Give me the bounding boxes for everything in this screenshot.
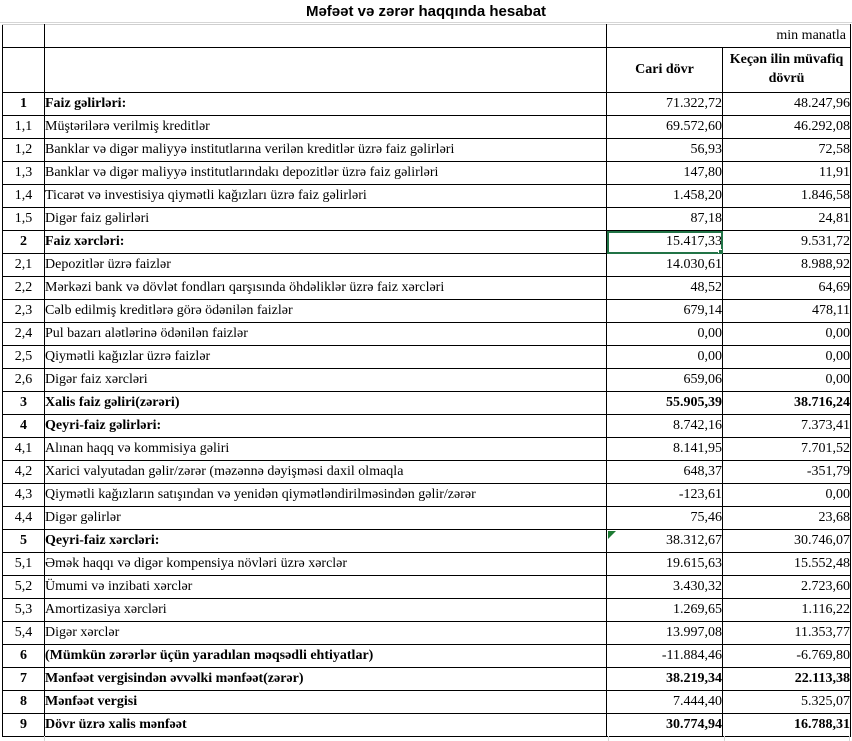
- table-row: [3, 714, 851, 737]
- value-current-cell[interactable]: 13.997,08: [607, 622, 723, 645]
- row-num-cell[interactable]: 7: [3, 668, 45, 691]
- table-row: [3, 461, 851, 484]
- value-previous-cell[interactable]: -6.769,80: [723, 645, 851, 668]
- table-row: [3, 139, 851, 162]
- table-row: [3, 622, 851, 645]
- value-current-cell[interactable]: 69.572,60: [607, 116, 723, 139]
- value-current-cell[interactable]: -11.884,46: [607, 645, 723, 668]
- row-num-cell[interactable]: 4,3: [3, 484, 45, 507]
- selection-handle[interactable]: [718, 249, 723, 254]
- row-label-cell[interactable]: Mənfəət vergisi: [45, 691, 607, 714]
- empty-header-cell[interactable]: [45, 48, 607, 93]
- table-row: [3, 208, 851, 231]
- row-num-cell[interactable]: 4: [3, 415, 45, 438]
- value-current-cell[interactable]: 15.417,33: [607, 231, 723, 254]
- table-body: [3, 25, 851, 737]
- value-current-cell[interactable]: -123,61: [607, 484, 723, 507]
- row-label-cell[interactable]: Mənfəət vergisindən əvvəlki mənfəət(zərər): [45, 668, 607, 691]
- gridline: [724, 736, 725, 741]
- value-previous-cell[interactable]: 11.353,77: [723, 622, 851, 645]
- row-label-cell[interactable]: Faiz xərcləri:: [45, 231, 607, 254]
- value-current-cell[interactable]: 8.742,16: [607, 415, 723, 438]
- value-current-cell[interactable]: 56,93: [607, 139, 723, 162]
- value-previous-cell[interactable]: 64,69: [723, 277, 851, 300]
- value-previous-cell[interactable]: 24,81: [723, 208, 851, 231]
- row-num-cell[interactable]: 6: [3, 645, 45, 668]
- table-row: [3, 691, 851, 714]
- row-label-cell[interactable]: Amortizasiya xərcləri: [45, 599, 607, 622]
- value-current-cell[interactable]: 38.219,34: [607, 668, 723, 691]
- value-current-cell[interactable]: 30.774,94: [607, 714, 723, 737]
- unit-note-row: [3, 25, 851, 48]
- value-current-cell[interactable]: 3.430,32: [607, 576, 723, 599]
- value-previous-cell[interactable]: 7.701,52: [723, 438, 851, 461]
- row-label-cell[interactable]: Dövr üzrə xalis mənfəət: [45, 714, 607, 737]
- error-flag-icon: [608, 531, 616, 539]
- gridline: [44, 736, 45, 741]
- value-previous-cell[interactable]: -351,79: [723, 461, 851, 484]
- row-num-cell[interactable]: 1,3: [3, 162, 45, 185]
- gridline: [0, 22, 852, 23]
- row-label-cell[interactable]: Alınan haqq və kommisiya gəliri: [45, 438, 607, 461]
- table-row: [3, 599, 851, 622]
- value-previous-cell[interactable]: 0,00: [723, 323, 851, 346]
- value-previous-cell[interactable]: 16.788,31: [723, 714, 851, 737]
- value-current-cell[interactable]: 75,46: [607, 507, 723, 530]
- row-num-cell[interactable]: 2,4: [3, 323, 45, 346]
- value-previous-cell[interactable]: 46.292,08: [723, 116, 851, 139]
- row-num-cell[interactable]: 4,2: [3, 461, 45, 484]
- table-row: [3, 415, 851, 438]
- value-previous-cell[interactable]: 5.325,07: [723, 691, 851, 714]
- table-row: [3, 231, 851, 254]
- row-label-cell[interactable]: Əmək haqqı və digər kompensiya növləri üzrə xərclər: [45, 553, 607, 576]
- row-label-cell[interactable]: Mərkəzi bank və dövlət fondları qarşısında öhdəliklər üzrə faiz xərcləri: [45, 277, 607, 300]
- table-row: [3, 346, 851, 369]
- value-current-cell[interactable]: 48,52: [607, 277, 723, 300]
- value-current-cell[interactable]: 659,06: [607, 369, 723, 392]
- row-num-cell[interactable]: 4,4: [3, 507, 45, 530]
- value-previous-cell[interactable]: 11,91: [723, 162, 851, 185]
- value-current-cell[interactable]: 55.905,39: [607, 392, 723, 415]
- value-previous-cell[interactable]: 0,00: [723, 369, 851, 392]
- row-label-cell[interactable]: Banklar və digər maliyyə institutlarına verilən kreditlər üzrə faiz gəlirləri: [45, 139, 607, 162]
- row-label-cell[interactable]: Depozitlər üzrə faizlər: [45, 254, 607, 277]
- gridline: [849, 736, 850, 741]
- table-row: [3, 93, 851, 116]
- row-num-cell[interactable]: 9: [3, 714, 45, 737]
- value-previous-cell[interactable]: 23,68: [723, 507, 851, 530]
- table-row: [3, 254, 851, 277]
- value-previous-cell[interactable]: 7.373,41: [723, 415, 851, 438]
- table-row: [3, 277, 851, 300]
- row-num-cell[interactable]: 5,2: [3, 576, 45, 599]
- empty-cell[interactable]: [45, 25, 607, 48]
- row-label-cell[interactable]: Xarici valyutadan gəlir/zərər (məzənnə dəyişməsi daxil olmaqla: [45, 461, 607, 484]
- row-label-cell[interactable]: Digər xərclər: [45, 622, 607, 645]
- value-current-cell[interactable]: 71.322,72: [607, 93, 723, 116]
- row-label-cell[interactable]: Qiymətli kağızların satışından və yenidən qiymətləndirilməsindən gəlir/zərər: [45, 484, 607, 507]
- row-label-cell[interactable]: (Mümkün zərərlər üçün yaradılan məqsədli ehtiyatlar): [45, 645, 607, 668]
- value-previous-cell[interactable]: 72,58: [723, 139, 851, 162]
- value-previous-cell[interactable]: 1.846,58: [723, 185, 851, 208]
- table-row: [3, 438, 851, 461]
- value-current-cell[interactable]: 679,14: [607, 300, 723, 323]
- row-num-cell[interactable]: 5,1: [3, 553, 45, 576]
- value-previous-cell[interactable]: 38.716,24: [723, 392, 851, 415]
- row-label-cell[interactable]: Qeyri-faiz xərcləri:: [45, 530, 607, 553]
- value-current-cell[interactable]: 1.458,20: [607, 185, 723, 208]
- row-label-cell[interactable]: Qiymətli kağızlar üzrə faizlər: [45, 346, 607, 369]
- row-num-cell[interactable]: 2,5: [3, 346, 45, 369]
- value-current-cell[interactable]: 38.312,67: [607, 530, 723, 553]
- table-row: [3, 323, 851, 346]
- row-num-cell[interactable]: 2,6: [3, 369, 45, 392]
- profit-loss-table: [2, 24, 851, 737]
- value-previous-cell[interactable]: 48.247,96: [723, 93, 851, 116]
- value-current-cell[interactable]: 7.444,40: [607, 691, 723, 714]
- row-num-cell[interactable]: 1,5: [3, 208, 45, 231]
- value-previous-cell[interactable]: 8.988,92: [723, 254, 851, 277]
- col-header-previous[interactable]: Keçən ilin müvafiq dövrü: [723, 48, 851, 93]
- table-row: [3, 185, 851, 208]
- table-row: [3, 668, 851, 691]
- row-num-cell[interactable]: 1,4: [3, 185, 45, 208]
- row-num-cell[interactable]: 2: [3, 231, 45, 254]
- value-previous-cell[interactable]: 22.113,38: [723, 668, 851, 691]
- value-previous-cell[interactable]: 30.746,07: [723, 530, 851, 553]
- row-label-cell[interactable]: Qeyri-faiz gəlirləri:: [45, 415, 607, 438]
- row-num-cell[interactable]: 5,4: [3, 622, 45, 645]
- gridline: [608, 736, 609, 741]
- row-label-cell[interactable]: Banklar və digər maliyyə institutlarındakı depozitlər üzrə faiz gəlirləri: [45, 162, 607, 185]
- value-previous-cell[interactable]: 478,11: [723, 300, 851, 323]
- value-current-cell[interactable]: 87,18: [607, 208, 723, 231]
- row-label-cell[interactable]: Ümumi və inzibati xərclər: [45, 576, 607, 599]
- empty-header-cell[interactable]: [3, 48, 45, 93]
- table-row: [3, 392, 851, 415]
- table-row: [3, 300, 851, 323]
- row-label-cell[interactable]: Müştərilərə verilmiş kreditlər: [45, 116, 607, 139]
- row-num-cell[interactable]: 3: [3, 392, 45, 415]
- row-num-cell[interactable]: 4,1: [3, 438, 45, 461]
- empty-cell[interactable]: [3, 25, 45, 48]
- row-num-cell[interactable]: 8: [3, 691, 45, 714]
- value-current-cell[interactable]: 147,80: [607, 162, 723, 185]
- row-label-cell[interactable]: Cəlb edilmiş kreditlərə görə ödənilən faizlər: [45, 300, 607, 323]
- table-row: [3, 116, 851, 139]
- table-row: [3, 369, 851, 392]
- row-label-cell[interactable]: Ticarət və investisiya qiymətli kağızları üzrə faiz gəlirləri: [45, 185, 607, 208]
- table-row: [3, 507, 851, 530]
- table-row: [3, 162, 851, 185]
- value-current-cell[interactable]: 0,00: [607, 323, 723, 346]
- row-label-cell[interactable]: Xalis faiz gəliri(zərəri): [45, 392, 607, 415]
- row-label-cell[interactable]: Digər gəlirlər: [45, 507, 607, 530]
- value-previous-cell[interactable]: 0,00: [723, 484, 851, 507]
- table-row: [3, 484, 851, 507]
- row-num-cell[interactable]: 1: [3, 93, 45, 116]
- row-num-cell[interactable]: 1,2: [3, 139, 45, 162]
- value-previous-cell[interactable]: 9.531,72: [723, 231, 851, 254]
- table-row: [3, 645, 851, 668]
- value-previous-cell[interactable]: 1.116,22: [723, 599, 851, 622]
- value-current-cell[interactable]: 648,37: [607, 461, 723, 484]
- table-row: [3, 553, 851, 576]
- row-label-cell[interactable]: Faiz gəlirləri:: [45, 93, 607, 116]
- value-current-cell[interactable]: 0,00: [607, 346, 723, 369]
- column-header-row: [3, 48, 851, 93]
- row-num-cell[interactable]: 2,3: [3, 300, 45, 323]
- row-label-cell[interactable]: Pul bazarı alətlərinə ödənilən faizlər: [45, 323, 607, 346]
- value-current-cell[interactable]: 14.030,61: [607, 254, 723, 277]
- value-current-cell[interactable]: 1.269,65: [607, 599, 723, 622]
- row-num-cell[interactable]: 1,1: [3, 116, 45, 139]
- row-label-cell[interactable]: Digər faiz gəlirləri: [45, 208, 607, 231]
- value-previous-cell[interactable]: 15.552,48: [723, 553, 851, 576]
- value-current-cell[interactable]: 19.615,63: [607, 553, 723, 576]
- row-num-cell[interactable]: 2,2: [3, 277, 45, 300]
- row-label-cell[interactable]: Digər faiz xərcləri: [45, 369, 607, 392]
- table-row: [3, 576, 851, 599]
- report-title: Məfəət və zərər haqqında hesabat: [305, 3, 547, 20]
- value-previous-cell[interactable]: 2.723,60: [723, 576, 851, 599]
- row-num-cell[interactable]: 2,1: [3, 254, 45, 277]
- table-row: [3, 530, 851, 553]
- col-header-current[interactable]: Cari dövr: [607, 48, 723, 93]
- row-num-cell[interactable]: 5,3: [3, 599, 45, 622]
- value-previous-cell[interactable]: 0,00: [723, 346, 851, 369]
- unit-note-cell[interactable]: min manatla: [607, 25, 851, 48]
- row-num-cell[interactable]: 5: [3, 530, 45, 553]
- value-current-cell[interactable]: 8.141,95: [607, 438, 723, 461]
